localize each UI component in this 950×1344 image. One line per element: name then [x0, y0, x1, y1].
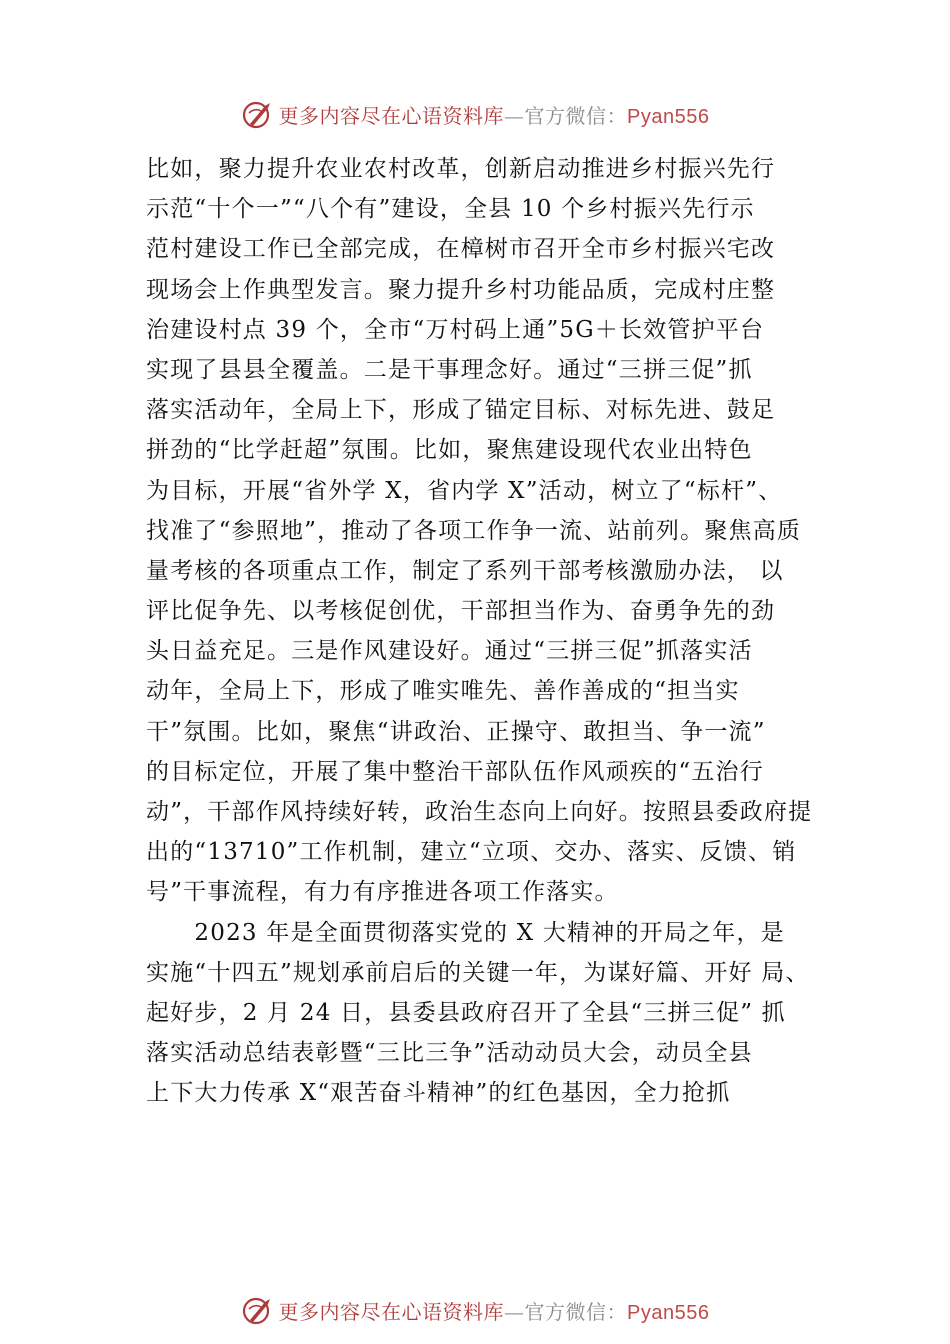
watermark-id: Pyan556 — [627, 1301, 710, 1324]
pen-nib-circle-icon — [241, 97, 275, 131]
watermark-label: 官方微信： — [524, 1299, 628, 1324]
text-line: 找准了“参照地”，推动了各项工作争一流、站前列。聚焦高质 — [146, 517, 802, 544]
text-line: 现场会上作典型发言。聚力提升乡村功能品质，完成村庄整 — [146, 276, 776, 303]
pen-nib-circle-icon — [241, 1293, 275, 1327]
document-body — [146, 149, 826, 1114]
text-line: 量考核的各项重点工作，制定了系列干部考核激励办法， 以 — [146, 557, 784, 584]
text-line: 号”干事流程，有力有序推进各项工作落实。 — [146, 879, 619, 906]
text-line: 为目标，开展“省外学 X，省内学 X”活动，树立了“标杆”、 — [146, 477, 783, 504]
watermark-separator: — — [504, 103, 525, 128]
watermark-main: 更多内容尽在心语资料库 — [278, 103, 505, 128]
text-line: 治建设村点 39 个，全市“万村码上通”5G＋长效管护平台 — [146, 316, 765, 343]
watermark-main: 更多内容尽在心语资料库 — [278, 1299, 505, 1324]
text-line: 干”氛围。比如，聚焦“讲政治、正操守、敢担当、争一流” — [146, 718, 766, 745]
text-line: 起好步，2 月 24 日，县委县政府召开了全县“三拼三促” 抓 — [146, 999, 786, 1026]
paragraph-start-line: 2023 年是全面贯彻落实党的 X 大精神的开局之年，是 — [146, 919, 785, 946]
watermark-id: Pyan556 — [627, 105, 710, 128]
watermark-text — [279, 1296, 710, 1325]
watermark-text — [279, 100, 710, 129]
footer-watermark — [0, 1290, 950, 1330]
watermark-label: 官方微信： — [524, 103, 628, 128]
header-watermark — [0, 94, 950, 134]
text-line: 落实活动总结表彰暨“三比三争”活动动员大会，动员全县 — [146, 1040, 753, 1067]
text-line: 实现了县县全覆盖。二是干事理念好。通过“三拼三促”抓 — [146, 356, 753, 383]
text-line: 实施“十四五”规划承前启后的关键一年，为谋好篇、开好 局、 — [146, 959, 810, 986]
text-line: 落实活动年，全局上下，形成了锚定目标、对标先进、鼓足 — [146, 397, 776, 424]
text-line: 示范“十个一”“八个有”建设，全县 10 个乡村振兴先行示 — [146, 196, 755, 223]
text-line: 上下大力传承 X“艰苦奋斗精神”的红色基因，全力抢抓 — [146, 1080, 731, 1107]
text-line: 头日益充足。三是作风建设好。通过“三拼三促”抓落实活 — [146, 638, 753, 665]
text-line: 拼劲的“比学赶超”氛围。比如，聚焦建设现代农业出特色 — [146, 437, 753, 464]
text-line: 评比促争先、以考核促创优，干部担当作为、奋勇争先的劲 — [146, 598, 776, 625]
text-line: 比如，聚力提升农业农村改革，创新启动推进乡村振兴先行 — [146, 156, 776, 182]
text-line: 的目标定位，开展了集中整治干部队伍作风顽疾的“五治行 — [146, 758, 764, 785]
text-line: 动年，全局上下，形成了唯实唯先、善作善成的“担当实 — [146, 678, 740, 705]
watermark-separator: — — [504, 1299, 525, 1324]
text-line: 出的“13710”工作机制，建立“立项、交办、落实、反馈、销 — [146, 839, 797, 866]
text-line: 范村建设工作已全部完成，在樟树市召开全市乡村振兴宅改 — [146, 236, 776, 263]
text-line: 动”，干部作风持续好转，政治生态向上向好。按照县委政府提 — [146, 799, 813, 825]
